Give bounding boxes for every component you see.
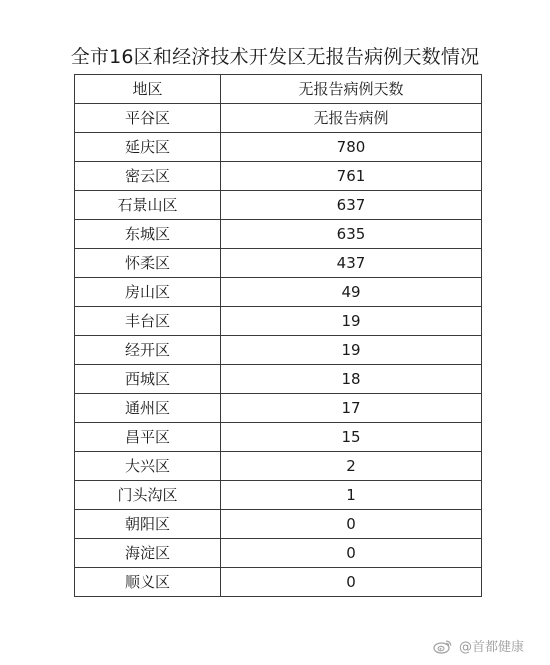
table-row (75, 423, 482, 452)
cell-region: 西城区 (75, 365, 221, 394)
cell-days: 19 (221, 336, 482, 365)
watermark-text: @首都健康 (458, 640, 524, 655)
table-row (75, 278, 482, 307)
cell-days: 17 (221, 394, 482, 423)
cell-days: 15 (221, 423, 482, 452)
cell-region: 房山区 (75, 278, 221, 307)
header-region: 地区 (75, 75, 221, 104)
cell-days: 0 (221, 568, 482, 597)
cell-region: 门头沟区 (75, 481, 221, 510)
weibo-watermark (433, 636, 524, 655)
cell-days: 1 (221, 481, 482, 510)
table-row (75, 481, 482, 510)
weibo-icon (433, 638, 453, 654)
cell-region: 经开区 (75, 336, 221, 365)
cell-region: 东城区 (75, 220, 221, 249)
cell-region: 怀柔区 (75, 249, 221, 278)
table-row (75, 510, 482, 539)
cell-region: 密云区 (75, 162, 221, 191)
table-header (75, 75, 482, 104)
table-row (75, 539, 482, 568)
cell-days: 0 (221, 510, 482, 539)
cell-region: 海淀区 (75, 539, 221, 568)
cell-days: 761 (221, 162, 482, 191)
cell-days: 49 (221, 278, 482, 307)
table-row (75, 307, 482, 336)
table-row (75, 220, 482, 249)
cell-region: 通州区 (75, 394, 221, 423)
table-row (75, 365, 482, 394)
table-row (75, 394, 482, 423)
cell-region: 丰台区 (75, 307, 221, 336)
table-body (75, 104, 482, 597)
cell-days: 637 (221, 191, 482, 220)
table-row (75, 336, 482, 365)
table-row (75, 104, 482, 133)
cell-days: 0 (221, 539, 482, 568)
cell-region: 昌平区 (75, 423, 221, 452)
table-row (75, 133, 482, 162)
table-row (75, 249, 482, 278)
cell-region: 顺义区 (75, 568, 221, 597)
cell-days: 635 (221, 220, 482, 249)
cell-region: 石景山区 (75, 191, 221, 220)
cell-region: 朝阳区 (75, 510, 221, 539)
cell-region: 大兴区 (75, 452, 221, 481)
cell-days: 18 (221, 365, 482, 394)
table-row (75, 452, 482, 481)
cell-region: 平谷区 (75, 104, 221, 133)
cell-days: 2 (221, 452, 482, 481)
table-header-row (75, 75, 482, 104)
cell-days: 无报告病例 (221, 104, 482, 133)
table-row (75, 191, 482, 220)
cell-region: 延庆区 (75, 133, 221, 162)
page-title: 全市16区和经济技术开发区无报告病例天数情况 (70, 46, 480, 68)
header-days: 无报告病例天数 (221, 75, 482, 104)
no-case-days-table (74, 74, 482, 597)
cell-days: 780 (221, 133, 482, 162)
table-row (75, 568, 482, 597)
table-row (75, 162, 482, 191)
cell-days: 437 (221, 249, 482, 278)
cell-days: 19 (221, 307, 482, 336)
